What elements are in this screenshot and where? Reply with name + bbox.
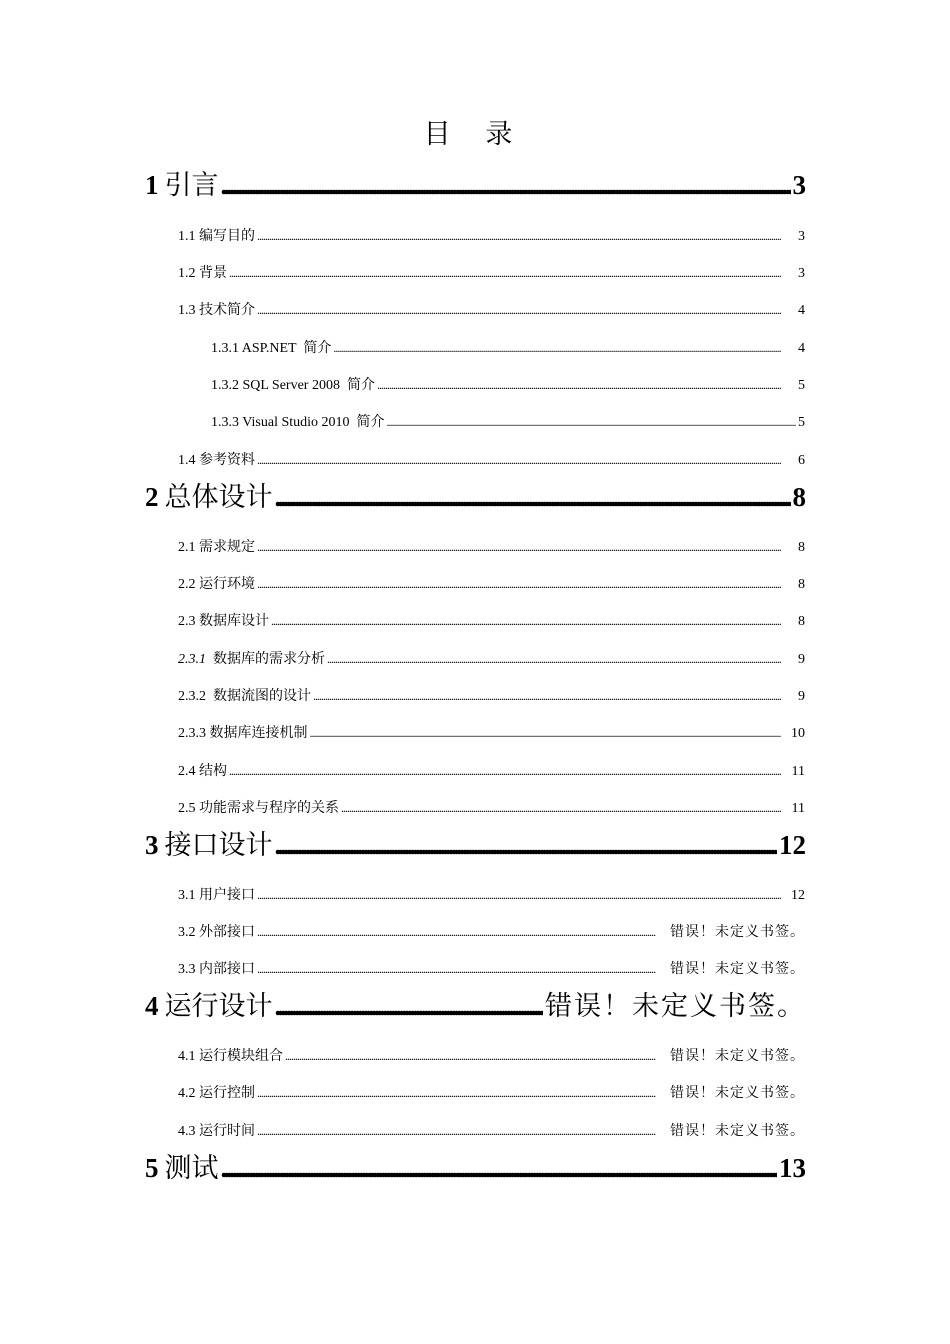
- toc-page-number: 4: [798, 303, 805, 318]
- toc-number: 1: [145, 170, 159, 200]
- toc-entry-1-3-3[interactable]: [211, 411, 805, 431]
- toc-label: 2.4 结构: [178, 764, 227, 779]
- dot-leader: [257, 962, 656, 977]
- toc-page-number: 3: [798, 229, 805, 244]
- dot-leader: [271, 614, 781, 629]
- toc-entry-2-3-2[interactable]: [178, 685, 805, 705]
- toc-label: [178, 648, 325, 668]
- dot-leader: [229, 266, 781, 281]
- toc-label: 2.1 需求规定: [178, 540, 255, 555]
- toc-entry-5[interactable]: [145, 1146, 806, 1182]
- toc-label: 1.3.2 SQL Server 2008 简介: [211, 378, 375, 393]
- toc-label: 4.1 运行模块组合: [178, 1049, 283, 1064]
- toc-number: 3: [145, 830, 159, 860]
- toc-title: 测试: [164, 1153, 219, 1183]
- toc-page-number: 错误！未定义书签。: [670, 962, 805, 977]
- dot-leader: [257, 303, 781, 318]
- toc-page-number: 错误！未定义书签。: [670, 925, 805, 940]
- dot-leader: [257, 577, 781, 592]
- dot-leader: [257, 888, 781, 903]
- toc-label: [145, 1146, 219, 1185]
- dot-leader: [285, 1049, 656, 1064]
- toc-entry-2-3-1[interactable]: [178, 648, 805, 668]
- toc-label: 1.3.3 Visual Studio 2010 简介: [211, 415, 385, 430]
- toc-number: 2.3.1: [178, 652, 206, 667]
- toc-page-number: 5: [798, 415, 805, 430]
- toc-entry-3-3[interactable]: [178, 958, 805, 978]
- toc-entry-2-2[interactable]: [178, 573, 805, 593]
- dot-leader: [341, 801, 781, 816]
- toc-page-number: 10: [791, 726, 805, 741]
- toc-label: [145, 823, 273, 862]
- toc-label: 3.1 用户接口: [178, 888, 255, 903]
- dot-leader: [333, 341, 781, 356]
- toc-title: 接口设计: [164, 830, 273, 860]
- toc-entry-2-3[interactable]: [178, 610, 805, 630]
- toc-page-number: 错误！未定义书签。: [670, 1049, 805, 1064]
- toc-page-number: 错误！未定义书签。: [670, 1086, 805, 1101]
- toc-number: 2: [145, 482, 159, 512]
- toc-entry-4-2[interactable]: [178, 1082, 805, 1102]
- toc-page-number: 8: [792, 482, 806, 512]
- toc-label: 1.3 技术简介: [178, 303, 255, 318]
- toc-label: 2.3 数据库设计: [178, 614, 269, 629]
- toc-page-number: 11: [791, 801, 805, 816]
- dot-leader: [310, 726, 782, 741]
- toc-page-number: 9: [798, 689, 805, 704]
- toc-page-number: 13: [779, 1153, 806, 1183]
- dot-leader: [327, 652, 781, 667]
- toc-title: 引言: [164, 170, 219, 200]
- dot-leader: [257, 1086, 656, 1101]
- dot-leader: [275, 991, 544, 1022]
- toc-label: [145, 984, 273, 1023]
- toc-label: 1.3.1 ASP.NET 简介: [211, 341, 332, 356]
- toc-title: 总体设计: [164, 482, 273, 512]
- dot-leader: [257, 1124, 656, 1139]
- toc-page-number: 错误！未定义书签。: [670, 1124, 805, 1139]
- toc-label: 4.2 运行控制: [178, 1086, 255, 1101]
- toc-page-number: 8: [798, 614, 805, 629]
- toc-page-number: 9: [798, 652, 805, 667]
- toc-label: 1.4 参考资料: [178, 453, 255, 468]
- toc-entry-3-1[interactable]: [178, 884, 805, 904]
- toc-entry-3-2[interactable]: [178, 921, 805, 941]
- toc-label: 2.3.2 数据流图的设计: [178, 689, 311, 704]
- toc-page-number: 4: [798, 341, 805, 356]
- toc-page-number: 12: [779, 830, 806, 860]
- toc-entry-4[interactable]: [145, 984, 806, 1020]
- toc-entry-1-3-1[interactable]: [211, 337, 805, 357]
- toc-entry-2-5[interactable]: [178, 797, 805, 817]
- toc-label: [145, 475, 273, 514]
- toc-entry-1-2[interactable]: [178, 262, 805, 282]
- toc-page-number: 8: [798, 577, 805, 592]
- dot-leader: [275, 482, 791, 513]
- toc-entry-2[interactable]: [145, 475, 806, 511]
- toc-entry-2-4[interactable]: [178, 760, 805, 780]
- dot-leader: [257, 453, 781, 468]
- toc-number: 4: [145, 991, 159, 1021]
- dot-leader: [257, 229, 781, 244]
- toc-entry-1-3[interactable]: [178, 299, 805, 319]
- toc-title: 数据库的需求分析: [206, 652, 325, 667]
- toc-page-number: 错误！未定义书签。: [545, 991, 806, 1021]
- dot-leader: [229, 764, 781, 779]
- dot-leader: [257, 540, 781, 555]
- dot-leader: [377, 378, 781, 393]
- dot-leader: [275, 830, 778, 861]
- toc-label: 2.3.3 数据库连接机制: [178, 726, 308, 741]
- dot-leader: [313, 689, 781, 704]
- toc-label: 3.3 内部接口: [178, 962, 255, 977]
- dot-leader: [221, 170, 791, 201]
- toc-page-number: 8: [798, 540, 805, 555]
- toc-page-number: 6: [798, 453, 805, 468]
- toc-page-number: 12: [791, 888, 805, 903]
- toc-entry-1-4[interactable]: [178, 449, 805, 469]
- toc-entry-2-1[interactable]: [178, 536, 805, 556]
- toc-entry-1-1[interactable]: [178, 225, 805, 245]
- toc-page-number: 11: [791, 764, 805, 779]
- toc-entry-2-3-3[interactable]: [178, 722, 805, 742]
- toc-title: 运行设计: [164, 991, 273, 1021]
- dot-leader: [257, 925, 656, 940]
- toc-entry-4-3[interactable]: [178, 1120, 805, 1140]
- toc-page-number: 3: [792, 170, 806, 200]
- toc-entry-1-3-2[interactable]: [211, 374, 805, 394]
- toc-label: 1.2 背景: [178, 266, 227, 281]
- toc-label: 2.2 运行环境: [178, 577, 255, 592]
- toc-label: 1.1 编写目的: [178, 229, 255, 244]
- toc-label: 4.3 运行时间: [178, 1124, 255, 1139]
- dot-leader: [221, 1153, 778, 1184]
- toc-entry-1[interactable]: [145, 163, 806, 199]
- toc-number: 5: [145, 1153, 159, 1183]
- toc-label: 2.5 功能需求与程序的关系: [178, 801, 339, 816]
- toc-label: [145, 163, 219, 202]
- toc-page-number: 5: [798, 378, 805, 393]
- toc-entry-4-1[interactable]: [178, 1045, 805, 1065]
- toc-entry-3[interactable]: [145, 823, 806, 859]
- page-title: 目 录: [423, 119, 527, 149]
- toc-label: 3.2 外部接口: [178, 925, 255, 940]
- toc-page-number: 3: [798, 266, 805, 281]
- dot-leader: [387, 415, 796, 430]
